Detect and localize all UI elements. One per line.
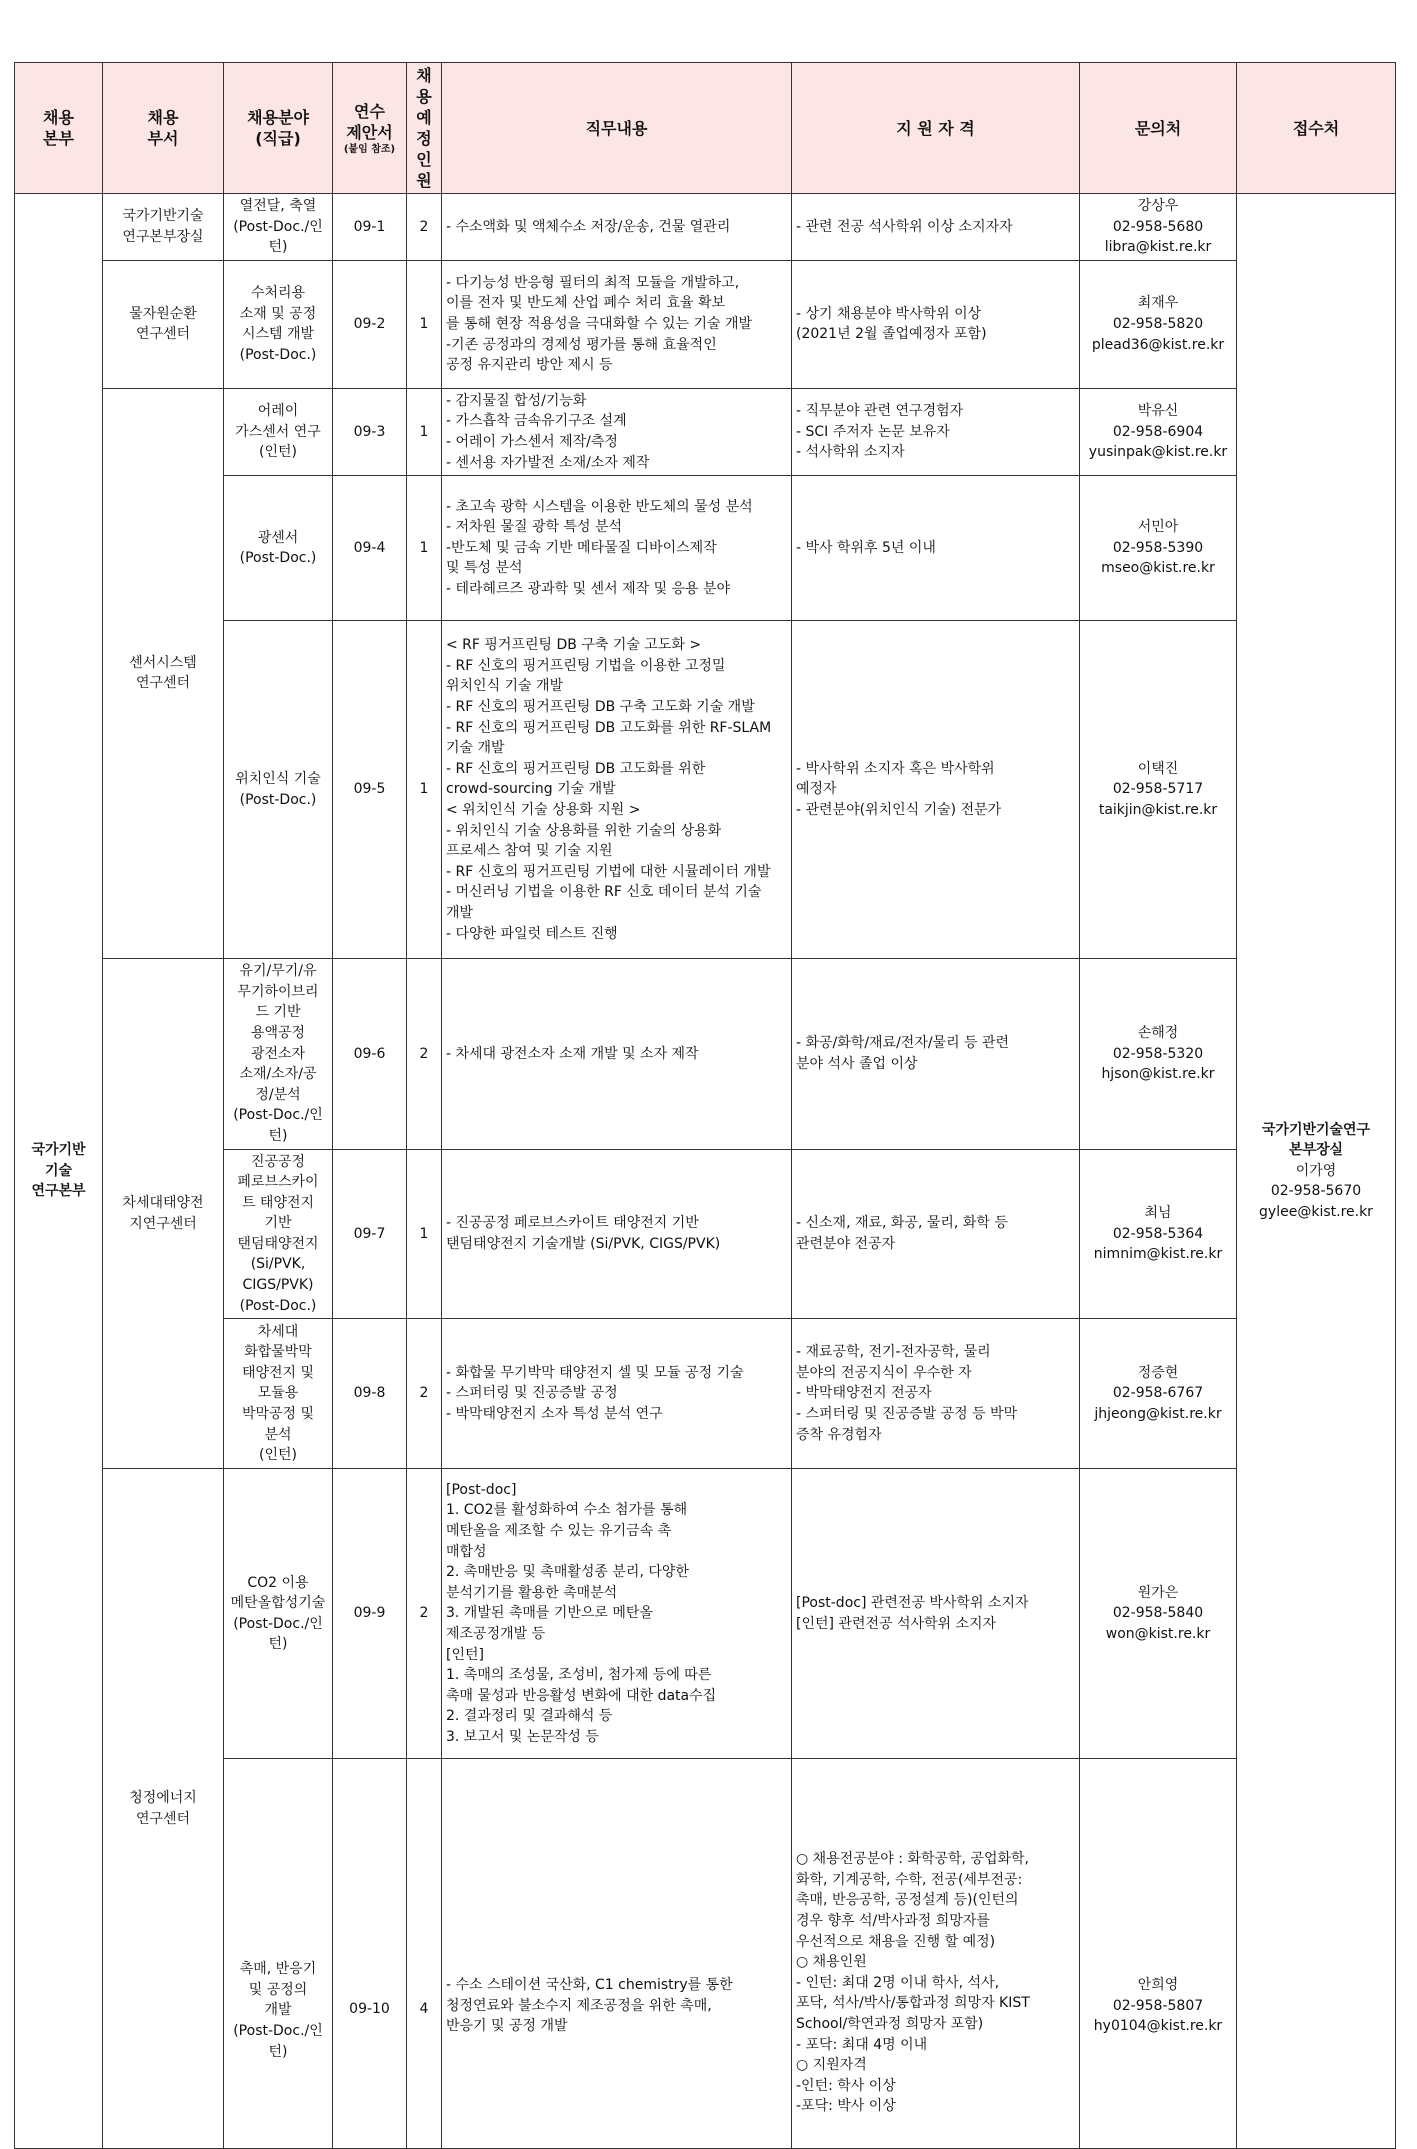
table-row [15, 260, 1396, 388]
contact-cell: 손해정 02-958-5320 hjson@kist.re.kr [1080, 959, 1237, 1149]
qualifications-cell: - 재료공학, 전기-전자공학, 물리 분야의 전공지식이 우수한 자 - 박막태양전지 전공자 - 스퍼터링 및 진공증발 공정 등 박막 증착 유경험자 [792, 1319, 1080, 1469]
contact-cell: 안희영 02-958-5807 hy0104@kist.re.kr [1080, 1759, 1237, 2149]
receipt-cell [1237, 194, 1396, 2149]
proposal-cell: 09-8 [333, 1319, 407, 1469]
count-cell: 2 [407, 1469, 442, 1759]
duties-cell: < RF 핑거프린팅 DB 구축 기술 고도화 > - RF 신호의 핑거프린팅 기법을 이용한 고정밀 위치인식 기술 개발 - RF 신호의 핑거프린팅 DB 구축 고도화 기술 개발 - RF 신호의 핑거프린팅 DB 고도화를 위한 RF-SLAM 기술 개발 - RF 신호의 핑거프린팅 DB 고도화를 위한 crowd-sourcing 기술 개발 < 위치인식 기술 상용화 지원 > - 위치인식 기술 상용화를 위한 기술의 상용화 프로세스 참여 및 기술 지원 - RF 신호의 핑거프린팅 기법에 대한 시뮬레이터 개발 - 머신러닝 기법을 이용한 RF 신호 데이터 분석 기술 개발 - 다양한 파일럿 테스트 진행 [442, 621, 792, 959]
contact-cell: 박유신 02-958-6904 yusinpak@kist.re.kr [1080, 388, 1237, 475]
field-cell: 위치인식 기술 (Post-Doc.) [224, 621, 333, 959]
count-cell: 2 [407, 1319, 442, 1469]
receipt-phone: 02-958-5670 [1270, 1183, 1362, 1200]
header-row [15, 63, 1396, 194]
count-cell: 4 [407, 1759, 442, 2149]
proposal-cell: 09-4 [333, 476, 407, 621]
header-headquarters: 채용 본부 [15, 63, 103, 194]
duties-cell: - 초고속 광학 시스템을 이용한 반도체의 물성 분석 - 저차원 물질 광학 특성 분석 -반도체 및 금속 기반 메타물질 디바이스제작 및 특성 분석 - 테라헤르즈 광과학 및 센서 제작 및 응용 분야 [442, 476, 792, 621]
receipt-email: gylee@kist.re.kr [1259, 1204, 1373, 1221]
duties-cell: - 진공공정 페로브스카이트 태양전지 기반 탠덤태양전지 기술개발 (Si/PVK, CIGS/PVK) [442, 1149, 792, 1319]
header-contact: 문의처 [1080, 63, 1237, 194]
qualifications-cell: - 관련 전공 석사학위 이상 소지자자 [792, 194, 1080, 261]
header-count: 채용 예정 인원 [407, 63, 442, 194]
duties-cell: - 화합물 무기박막 태양전지 셀 및 모듈 공정 기술 - 스퍼터링 및 진공증발 공정 - 박막태양전지 소자 특성 분석 연구 [442, 1319, 792, 1469]
receipt-title: 국가기반기술연구 본부장실 [1261, 1121, 1371, 1159]
header-duties: 직무내용 [442, 63, 792, 194]
table-row [15, 1469, 1396, 1759]
table-row [15, 194, 1396, 261]
recruitment-table [14, 62, 1396, 2149]
qualifications-cell: [Post-doc] 관련전공 박사학위 소지자 [인턴] 관련전공 석사학위 소지자 [792, 1469, 1080, 1759]
department-cell: 청정에너지 연구센터 [103, 1469, 224, 2149]
field-cell: 유기/무기/유 무기하이브리 드 기반 용액공정 광전소자 소재/소자/공 정/분석 (Post-Doc./인턴) [224, 959, 333, 1149]
duties-cell: - 다기능성 반응형 필터의 최적 모듈을 개발하고, 이를 전자 및 반도체 산업 폐수 처리 효율 확보 를 통해 현장 적용성을 극대화할 수 있는 기술 개발 -기존 공정과의 경제성 평가를 통해 효율적인 공정 유지관리 방안 제시 등 [442, 260, 792, 388]
proposal-cell: 09-5 [333, 621, 407, 959]
header-department: 채용 부서 [103, 63, 224, 194]
proposal-cell: 09-9 [333, 1469, 407, 1759]
duties-cell: - 수소액화 및 액체수소 저장/운송, 건물 열관리 [442, 194, 792, 261]
headquarters-cell: 국가기반 기술 연구본부 [15, 194, 103, 2149]
duties-cell: - 감지물질 합성/기능화 - 가스흡착 금속유기구조 설계 - 어레이 가스센서 제작/측정 - 센서용 자가발전 소재/소자 제작 [442, 388, 792, 475]
field-cell: 광센서 (Post-Doc.) [224, 476, 333, 621]
qualifications-cell: - 박사 학위후 5년 이내 [792, 476, 1080, 621]
proposal-cell: 09-7 [333, 1149, 407, 1319]
table-row [15, 388, 1396, 475]
qualifications-cell: - 신소재, 재료, 화공, 물리, 화학 등 관련분야 전공자 [792, 1149, 1080, 1319]
header-field: 채용분야 (직급) [224, 63, 333, 194]
contact-cell: 최재우 02-958-5820 plead36@kist.re.kr [1080, 260, 1237, 388]
duties-cell: - 차세대 광전소자 소재 개발 및 소자 제작 [442, 959, 792, 1149]
department-cell: 차세대태양전 지연구센터 [103, 959, 224, 1469]
contact-cell: 최님 02-958-5364 nimnim@kist.re.kr [1080, 1149, 1237, 1319]
table-row [15, 959, 1396, 1149]
field-cell: 수처리용 소재 및 공정 시스템 개발 (Post-Doc.) [224, 260, 333, 388]
contact-cell: 원가은 02-958-5840 won@kist.re.kr [1080, 1469, 1237, 1759]
qualifications-cell: - 직무분야 관련 연구경험자 - SCI 주저자 논문 보유자 - 석사학위 소지자 [792, 388, 1080, 475]
header-qualifications: 지 원 자 격 [792, 63, 1080, 194]
field-cell: 진공공정 페로브스카이 트 태양전지 기반 탠덤태양전지 (Si/PVK, CIGS/PVK) (Post-Doc.) [224, 1149, 333, 1319]
header-receipt: 접수처 [1237, 63, 1396, 194]
qualifications-cell: - 상기 채용분야 박사학위 이상 (2021년 2월 졸업예정자 포함) [792, 260, 1080, 388]
proposal-cell: 09-10 [333, 1759, 407, 2149]
duties-cell: - 수소 스테이션 국산화, C1 chemistry를 통한 청정연료와 불소수지 제조공정을 위한 촉매, 반응기 및 공정 개발 [442, 1759, 792, 2149]
contact-cell: 이택진 02-958-5717 taikjin@kist.re.kr [1080, 621, 1237, 959]
field-cell: 열전달, 축열 (Post-Doc./인턴) [224, 194, 333, 261]
contact-cell: 정증현 02-958-6767 jhjeong@kist.re.kr [1080, 1319, 1237, 1469]
department-cell: 물자원순환 연구센터 [103, 260, 224, 388]
count-cell: 2 [407, 194, 442, 261]
proposal-cell: 09-2 [333, 260, 407, 388]
header-proposal-note: (붙임 참조) [343, 143, 396, 155]
field-cell: 차세대 화합물박막 태양전지 및 모듈용 박막공정 및 분석 (인턴) [224, 1319, 333, 1469]
contact-cell: 강상우 02-958-5680 libra@kist.re.kr [1080, 194, 1237, 261]
count-cell: 1 [407, 1149, 442, 1319]
proposal-cell: 09-6 [333, 959, 407, 1149]
count-cell: 1 [407, 476, 442, 621]
proposal-cell: 09-1 [333, 194, 407, 261]
receipt-name: 이가영 [1295, 1162, 1337, 1179]
duties-cell: [Post-doc] 1. CO2를 활성화하여 수소 첨가를 통해 메탄올을 제조할 수 있는 유기금속 촉 매합성 2. 촉매반응 및 촉매활성종 분리, 다양한 분석기기를 활용한 촉매분석 3. 개발된 촉매를 기반으로 메탄올 제조공정개발 등 [인턴] 1. 촉매의 조성물, 조성비, 첨가제 등에 따른 촉매 물성과 반응활성 변화에 대한 data수집 2. 결과정리 및 결과해석 등 3. 보고서 및 논문작성 등 [442, 1469, 792, 1759]
count-cell: 2 [407, 959, 442, 1149]
contact-cell: 서민아 02-958-5390 mseo@kist.re.kr [1080, 476, 1237, 621]
qualifications-cell: - 박사학위 소지자 혹은 박사학위 예정자 - 관련분야(위치인식 기술) 전문가 [792, 621, 1080, 959]
count-cell: 1 [407, 621, 442, 959]
count-cell: 1 [407, 388, 442, 475]
field-cell: CO2 이용 메탄올합성기술 (Post-Doc./인턴) [224, 1469, 333, 1759]
department-cell: 센서시스템 연구센터 [103, 388, 224, 958]
count-cell: 1 [407, 260, 442, 388]
header-proposal: 연수 제안서 (붙임 참조) [333, 63, 407, 194]
department-cell: 국가기반기술 연구본부장실 [103, 194, 224, 261]
field-cell: 촉매, 반응기 및 공정의 개발 (Post-Doc./인턴) [224, 1759, 333, 2149]
field-cell: 어레이 가스센서 연구 (인턴) [224, 388, 333, 475]
qualifications-cell: ○ 채용전공분야 : 화학공학, 공업화학, 화학, 기계공학, 수학, 전공(세부전공: 촉매, 반응공학, 공정설계 등)(인턴의 경우 향후 석/박사과정 희망자를 우선적으로 채용을 진행 할 예정) ○ 채용인원 - 인턴: 최대 2명 이내 학사, 석사, 포닥, 석사/박사/통합과정 희망자 KIST School/학연과정 희망자 포함) - 포닥: 최대 4명 이내 ○ 지원자격 -인턴: 학사 이상 -포닥: 박사 이상 [792, 1759, 1080, 2149]
qualifications-cell: - 화공/화학/재료/전자/물리 등 관련 분야 석사 졸업 이상 [792, 959, 1080, 1149]
proposal-cell: 09-3 [333, 388, 407, 475]
